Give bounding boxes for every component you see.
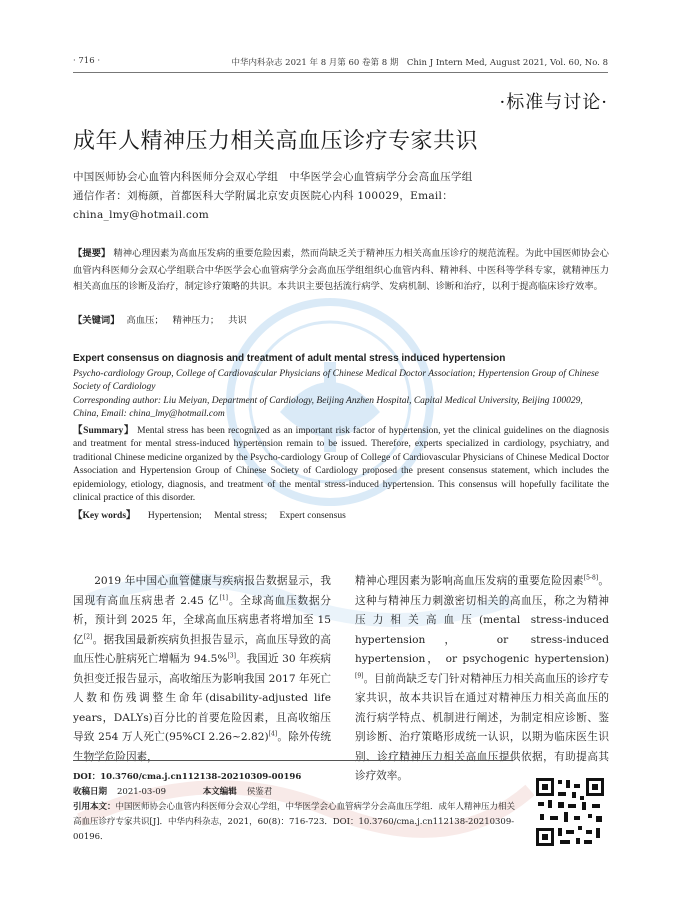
body-text: 。除外传统生物学危险因素，: [73, 731, 331, 763]
summary-label: 【Summary】: [73, 425, 135, 436]
citation: [73, 800, 518, 845]
editor-name: 侯鉴君: [246, 787, 273, 797]
doi[interactable]: [73, 770, 518, 785]
body-text: 。这种与精神压力刺激密切相关的高血压，称之为精神压力相关高血压(mental stress-induced hypertension， or stress-induced hypertension， or psychogenic hypertension): [355, 575, 610, 665]
body-text: 。我国近 30 年疾病负担变迁报告显示，高收缩压为影响我国 2017 年死亡人数和伤残调整生命年(disability-adjusted life years，DALYs)百分比的首要危险因素，且高收缩压导致 254 万人死亡(95%CI 2.26~2.82): [73, 653, 331, 743]
keyword-item: 精神压力；: [172, 315, 220, 326]
body-text: 精神心理因素为影响高血压发病的重要危险因素: [355, 575, 584, 587]
citation-ref[interactable]: [9]: [355, 671, 364, 679]
footer-rule: [73, 760, 513, 761]
body-column-left: [73, 572, 331, 767]
editor-label: 本文编辑: [202, 787, 237, 797]
citation-ref[interactable]: [5-8]: [583, 574, 599, 582]
keyword-item: Expert consensus: [279, 510, 346, 521]
english-keywords: [73, 510, 609, 524]
keywords-cn: [73, 313, 609, 329]
cite-text: 中国医师协会心血管内科医师分会双心学组，中华医学会心血管病学分会高血压学组．成年人精神压力相关高血压诊疗专家共识[J]．中华内科杂志，2021，60(8)：716-723．DOI：10.3760/cma.j.cn112138-20210309-00196．: [73, 802, 516, 842]
summary-text: Mental stress has been recognized as an important risk factor of hypertension, yet the clinical guidelines on the diagnosis and treatment for mental stress-induced hypertension remain to be issued. Therefore, experts specialized in cardiology, psychiatry, and traditional Chinese medicine organized by the Psycho-cardiology Group of College of Cardiovascular Physicians of Chinese Medical Doctor Association and Hypertension Group of Chinese Society of Cardiology proposed the present consensus statement, which includes the epidemiology, etiology, diagnosis, and treatment of the mental stress-induced hypertension. This consensus will hopefully facilitate the clinical practice of this disorder.: [73, 425, 610, 503]
keyword-item: Mental stress;: [214, 510, 268, 521]
english-abstract: [73, 352, 609, 523]
received-label: 收稿日期: [73, 787, 108, 797]
citation-ref[interactable]: [2]: [83, 632, 93, 640]
received-date: 2021-03-09: [117, 787, 167, 797]
abstract-text: 精神心理因素为高血压发病的重要危险因素，然而尚缺乏关于精神压力相关高血压诊疗的规范流程。为此中国医师协会心血管内科医师分会双心学组联合中华医学会心血管病学分会高血压学组组织心血管内科、精神科、中医科等学科专家，就精神压力相关高血压的诊断及治疗，制定诊疗策略的共识。本共识主要包括流行病学、发病机制、诊断和治疗，以利于提高临床诊疗效率。: [73, 248, 609, 293]
citation-ref[interactable]: [3]: [227, 652, 236, 660]
keyword-item: Hypertension;: [147, 510, 202, 521]
running-header: [73, 56, 608, 70]
qr-code-icon[interactable]: [534, 776, 606, 848]
author-groups: 中国医师协会心血管内科医师分会双心学组 中华医学会心血管病学分会高血压学组: [73, 171, 473, 183]
journal-citation: 中华内科杂志 2021 年 8 月第 60 卷第 8 期 Chin J Intern Med, August 2021, Vol. 60, No. 8: [231, 58, 608, 68]
column-label: ·标准与讨论·: [499, 92, 608, 113]
article-title: 成年人精神压力相关高血压诊疗专家共识: [73, 129, 479, 154]
body-text: 。据我国最新疾病负担报告显示，高血压导致的高血压性心脏病死亡增幅为 94.5%: [73, 633, 332, 665]
english-groups: Psycho-cardiology Group, College of Cardiovascular Physicians of Chinese Medical Doctor Association; Hypertension Group of Chinese Society of Cardiology: [73, 368, 599, 392]
citation-ref[interactable]: [1]: [219, 593, 228, 601]
page-number: · 716 ·: [73, 56, 101, 66]
doi-text: DOI：10.3760/cma.j.cn112138-20210309-00196: [73, 772, 302, 782]
english-summary: [73, 425, 609, 506]
keyword-item: 共识: [228, 315, 247, 326]
body-text: 。全球高血压数据分析，预计到 2025 年，全球高血压病患者将增加至 15 亿: [73, 594, 331, 646]
keyword-item: 高血压；: [126, 315, 164, 326]
english-title: Expert consensus on diagnosis and treatment of adult mental stress induced hypertension: [73, 353, 506, 364]
abstract-label: 【提要】: [73, 248, 111, 259]
cite-label: 引用本文：: [73, 802, 116, 812]
key-words-label: 【Key words】: [73, 510, 136, 521]
author-block: [73, 168, 609, 225]
footer-block: [73, 770, 518, 845]
corresponding-author: 通信作者：刘梅颜，首都医科大学附属北京安贞医院心内科 100029，Email：: [73, 190, 454, 202]
body-column-right: [355, 572, 609, 787]
keywords-label: 【关键词】: [73, 315, 120, 326]
body-text: 。目前尚缺乏专门针对精神压力相关高血压的诊疗专家共识，故本共识旨在通过对精神压力相关高血压的流行病学特点、机制进行阐述，为制定相应诊断、鉴别诊断、治疗策略形成统一认识，以期为临床医生识别、诊疗精神压力相关高血压提供依据，有助提高其诊疗效率。: [355, 672, 609, 782]
body-text: 2019 年中国心血管健康与疾病报告数据显示，我国现有高血压病患者 2.45 亿: [73, 575, 331, 607]
header-rule: [73, 72, 608, 73]
english-corresponding: Corresponding author: Liu Meiyan, Department of Cardiology, Beijing Anzhen Hospital, Capital Medical University, Beijing 100029, China, Email: china_lmy@hotmail.com: [73, 395, 583, 419]
abstract-cn: [73, 246, 609, 296]
author-email[interactable]: china_lmy@hotmail.com: [73, 209, 210, 221]
dates-row: [73, 785, 518, 800]
citation-ref[interactable]: [4]: [268, 730, 278, 738]
